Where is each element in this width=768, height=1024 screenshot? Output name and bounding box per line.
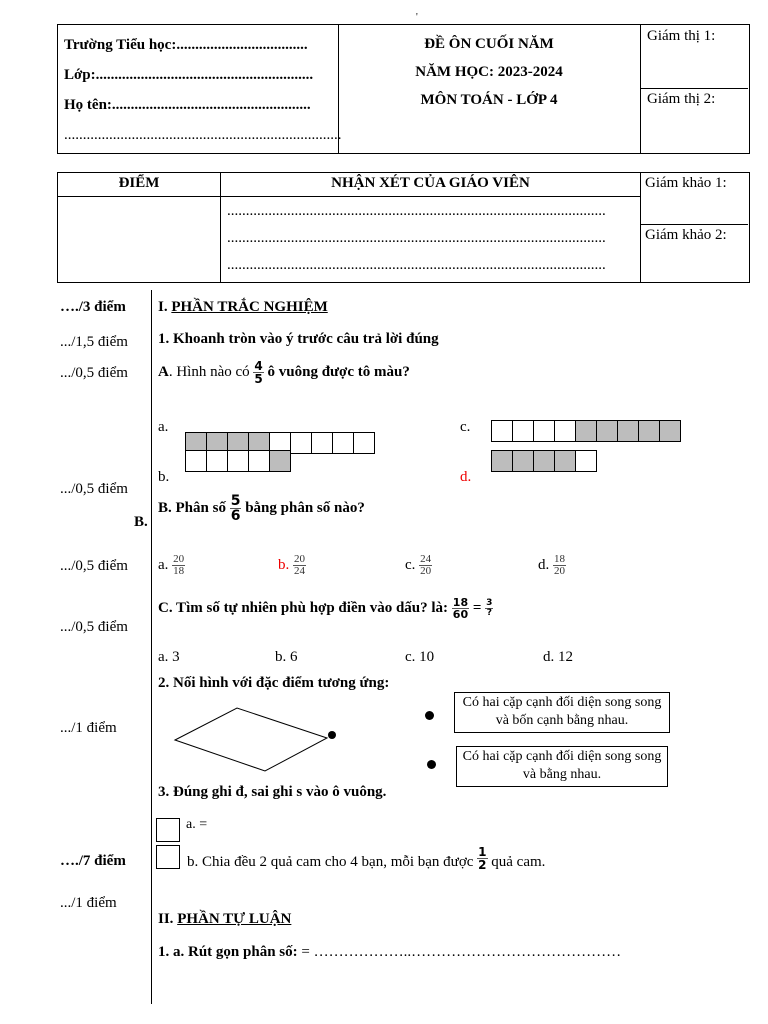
option-C-c[interactable]: c. 10 (405, 649, 435, 665)
figure-b-grid (186, 450, 291, 472)
grid-cell (491, 420, 513, 442)
grid-cell (353, 432, 375, 454)
top-mark: ' (416, 12, 418, 23)
subject: MÔN TOÁN - LỚP 4 (420, 92, 558, 108)
points-qB: .../0,5 điểm (60, 558, 128, 574)
match-option-2[interactable]: Có hai cặp cạnh đối diện song song và bằng nhau. (456, 746, 668, 787)
essay-question-1: 1. a. Rút gọn phân số: = ………………..…………………………………… (158, 944, 622, 960)
question-C: C. Tìm số tự nhiên phù hợp điền vào dấu? là: $\frac{18}{60}$ = $\frac{3}{?}$ (158, 596, 493, 621)
comment-line: ..................................................................................................... (227, 257, 606, 273)
grid-cell (659, 420, 681, 442)
name-field: Họ tên:..................................................... (64, 97, 311, 113)
grid-cell (512, 450, 534, 472)
option-A-a-label[interactable]: a. (158, 419, 169, 435)
option-B-d[interactable]: d. $\frac{18}{20}$ (538, 553, 565, 577)
question-2: 2. Nối hình với đặc điểm tương ứng: (158, 675, 390, 691)
grid-cell (332, 432, 354, 454)
grid-cell (533, 450, 555, 472)
match-option-1[interactable]: Có hai cặp cạnh đối diện song song và bốn cạnh bằng nhau. (454, 692, 670, 733)
points-q2: .../1 điểm (60, 720, 117, 736)
grid-cell (554, 450, 576, 472)
examiner-1: Giám khảo 1: (645, 175, 727, 191)
grid-cell (269, 450, 291, 472)
exam-title: ĐỀ ÔN CUỐI NĂM (424, 36, 554, 52)
proctor-2: Giám thị 2: (647, 91, 716, 107)
option-C-a[interactable]: a. 3 (158, 649, 180, 665)
grid-cell (533, 420, 555, 442)
comment-header: NHẬN XÉT CỦA GIÁO VIÊN (331, 175, 530, 191)
proctor-1: Giám thị 1: (647, 28, 716, 44)
grid-cell (575, 420, 597, 442)
grid-cell (311, 432, 333, 454)
grid-cell (512, 420, 534, 442)
option-C-d[interactable]: d. 12 (543, 649, 573, 665)
question-1: 1. Khoanh tròn vào ý trước câu trả lời đúng (158, 331, 439, 347)
school-field: Trường Tiểu học:................................... (64, 37, 308, 53)
question-B: B. Phân số $\frac{5}{6}$ bằng phân số nào? (158, 493, 365, 524)
score-header: ĐIỂM (118, 175, 160, 191)
grid-cell (206, 450, 228, 472)
comment-line: ..................................................................................................... (227, 230, 606, 246)
section-2-title: II. PHẦN TỰ LUẬN (158, 911, 292, 927)
grid-cell (596, 420, 618, 442)
figure-d-grid (492, 450, 597, 472)
grid-cell (185, 450, 207, 472)
rhombus-match-dot[interactable] (328, 731, 336, 739)
match-dot-2[interactable] (427, 760, 436, 769)
examiner-2: Giám khảo 2: (645, 227, 727, 243)
school-year: NĂM HỌC: 2023-2024 (415, 64, 563, 80)
option-A-b-label[interactable]: b. (158, 469, 170, 485)
option-C-b[interactable]: b. 6 (275, 649, 298, 665)
rhombus-shape (172, 705, 342, 775)
option-B-a[interactable]: a. $\frac{20}{18}$ (158, 553, 185, 577)
points-qC: .../0,5 điểm (60, 619, 128, 635)
name-field-continuation: .......................................................................... (64, 127, 342, 143)
class-field: Lớp:.......................................................... (64, 67, 314, 83)
grid-cell (290, 432, 312, 454)
comment-line: ..................................................................................................... (227, 203, 606, 219)
points-qA-answer: .../0,5 điểm (60, 481, 128, 497)
tf-box-a[interactable] (156, 818, 180, 842)
question-B-marker: B. (134, 514, 148, 530)
option-A-c-label[interactable]: c. (460, 419, 471, 435)
points-section-1: …./3 điểm (60, 299, 126, 315)
points-essay-1: .../1 điểm (60, 895, 117, 911)
grid-cell (248, 450, 270, 472)
tf-statement-a: a. = (186, 817, 208, 832)
grid-cell (617, 420, 639, 442)
points-divider (151, 290, 152, 1004)
figure-c-grid (492, 420, 681, 442)
points-q1: .../1,5 điểm (60, 334, 128, 350)
section-1-title: I. PHẦN TRẮC NGHIỆM (158, 299, 328, 315)
grid-cell (575, 450, 597, 472)
grid-cell (554, 420, 576, 442)
grid-cell (638, 420, 660, 442)
tf-box-b[interactable] (156, 845, 180, 869)
option-B-c[interactable]: c. $\frac{24}{20}$ (405, 553, 432, 577)
points-section-2: …./7 điểm (60, 853, 126, 869)
tf-statement-b: b. Chia đều 2 quả cam cho 4 bạn, mỗi bạn được $\frac{1}{2}$ quả cam. (187, 845, 546, 872)
question-A: A. Hình nào có $\frac{4}{5}$ ô vuông được tô màu? (158, 359, 410, 386)
match-dot-1[interactable] (425, 711, 434, 720)
grid-cell (227, 450, 249, 472)
option-A-d-label[interactable]: d. (460, 469, 472, 485)
points-qA: .../0,5 điểm (60, 365, 128, 381)
question-3: 3. Đúng ghi đ, sai ghi s vào ô vuông. (158, 784, 387, 800)
option-B-b[interactable]: b. $\frac{20}{24}$ (278, 553, 305, 577)
grid-cell (491, 450, 513, 472)
